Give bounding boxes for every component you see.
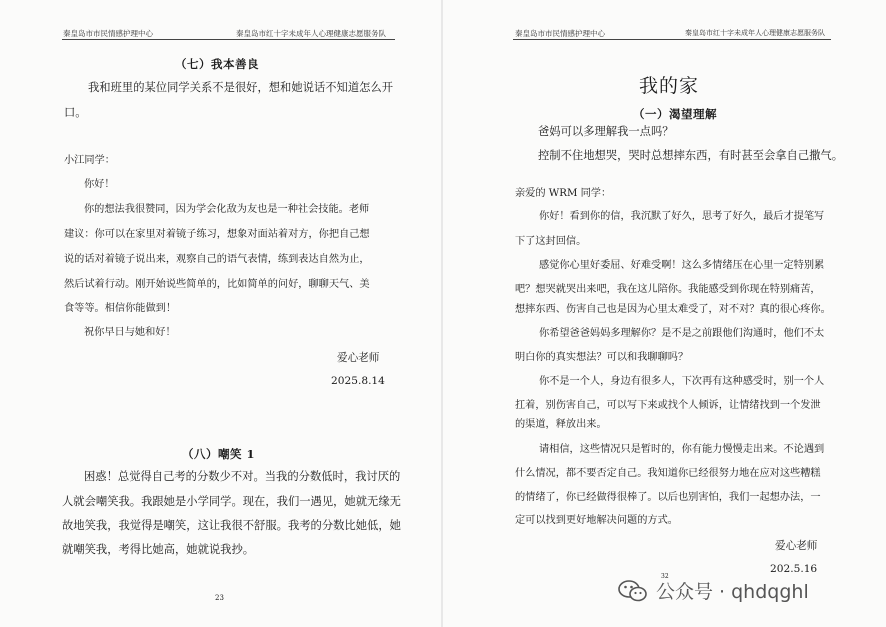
reply-line: 建议：你可以在家里对着镜子练习，想象对面站着对方，你把自己想 <box>64 229 370 240</box>
body-line: 困惑！总觉得自己考的分数少不对。当我的分数低时，我讨厌的 <box>84 470 401 483</box>
watermark-text: 公众号 · qhdqghl <box>656 581 809 603</box>
letter-line: 口。 <box>64 106 87 119</box>
salutation: 小江同学： <box>64 155 115 166</box>
reply-line: 什么情况，都不要否定自己。我知道你已经很努力地在应对这些糟糕 <box>515 468 821 479</box>
reply-line: 食等等。相信你能做到！ <box>64 303 177 314</box>
page-number: 32 <box>661 573 669 580</box>
reply-line: 想摔东西、伤害自己也是因为心里太难受了，对不对？真的很心疼你。 <box>515 304 831 315</box>
reply-line: 你不是一个人，身边有很多人，下次再有这种感受时，别一个人 <box>539 376 825 387</box>
header-left: 秦皇岛市市民情感护理中心 <box>515 29 605 38</box>
reply-line: 下了这封回信。 <box>515 236 587 247</box>
reply-line: 吧？想哭就哭出来吧，我在这儿陪你。我能感受到你现在特别痛苦， <box>515 284 821 295</box>
reply-line: 你好！看到你的信，我沉默了好久，思考了好久，最后才提笔写 <box>539 211 825 222</box>
letter-line: 我和班里的某位同学关系不是很好，想和她说话不知道怎么开 <box>88 81 394 94</box>
wechat-icon <box>618 579 648 603</box>
reply-line: 明白你的真实想法？可以和我聊聊吗？ <box>515 352 689 363</box>
reply-line: 定可以找到更好地解决问题的方式。 <box>515 515 678 526</box>
section-title: （八）嘲笑 1 <box>182 447 256 461</box>
body-line: 故地笑我，我觉得是嘲笑，这让我很不舒服。我考的分数比她低，她 <box>62 519 401 532</box>
salutation: 亲爱的 WRM 同学： <box>515 188 612 199</box>
closing-wish: 祝你早日与她和好！ <box>84 327 176 338</box>
reply-line: 请相信，这些情况只是暂时的，你有能力慢慢走出来。不论遇到 <box>539 444 825 455</box>
reply-line: 的情绪了，你已经做得很棒了。以后也别害怕，我们一起想办法，一 <box>515 492 821 503</box>
section-title: （七）我本善良 <box>175 57 259 71</box>
header-right: 秦皇岛市红十字未成年人心理健康志愿服务队 <box>236 29 386 38</box>
header-right: 秦皇岛市红十字未成年人心理健康志愿服务队 <box>685 29 825 37</box>
reply-line: 然后试着行动。刚开始说些简单的，比如简单的问好，聊聊天气、美 <box>64 279 370 290</box>
reply-line: 你的想法我很赞同，因为学会化敌为友也是一种社会技能。老师 <box>84 204 370 215</box>
body-line: 人就会嘲笑我。我跟她是小学同学。现在，我们一遇见，她就无缘无 <box>62 495 401 508</box>
reply-line: 你希望爸爸妈妈多理解你？是不是之前跟他们沟通时，他们不太 <box>539 328 825 339</box>
reply-line: 说的话对着镜子说出来，观察自己的语气表情，练到表达自然为止， <box>64 254 370 265</box>
date: 202.5.16 <box>770 563 818 575</box>
greeting: 你好！ <box>84 179 115 190</box>
wechat-watermark <box>618 577 809 604</box>
signature: 爱心老师 <box>775 540 818 552</box>
page-title: 我的家 <box>639 75 700 97</box>
header-rule <box>513 39 831 40</box>
reply-line: 扛着，别伤害自己，可以写下来或找个人倾诉，让情绪找到一个发泄 <box>515 400 821 411</box>
signature: 爱心老师 <box>337 352 380 364</box>
header-left: 秦皇岛市市民情感护理中心 <box>63 29 153 38</box>
date: 2025.8.14 <box>331 375 385 387</box>
right-page <box>443 0 886 627</box>
reply-line: 感觉你心里好委屈、好难受啊！这么多情绪压在心里一定特别累 <box>539 260 825 271</box>
question-line: 爸妈可以多理解我一点吗？ <box>538 125 674 138</box>
question-line: 控制不住地想哭，哭时总想摔东西，有时甚至会拿自己撒气。 <box>538 149 844 162</box>
header-rule <box>62 39 395 40</box>
page-number: 23 <box>215 594 224 602</box>
body-line: 就嘲笑我，考得比她高，她就说我抄。 <box>62 543 255 556</box>
section-title: （一）渴望理解 <box>633 107 717 121</box>
reply-line: 的渠道，释放出来。 <box>515 419 607 430</box>
